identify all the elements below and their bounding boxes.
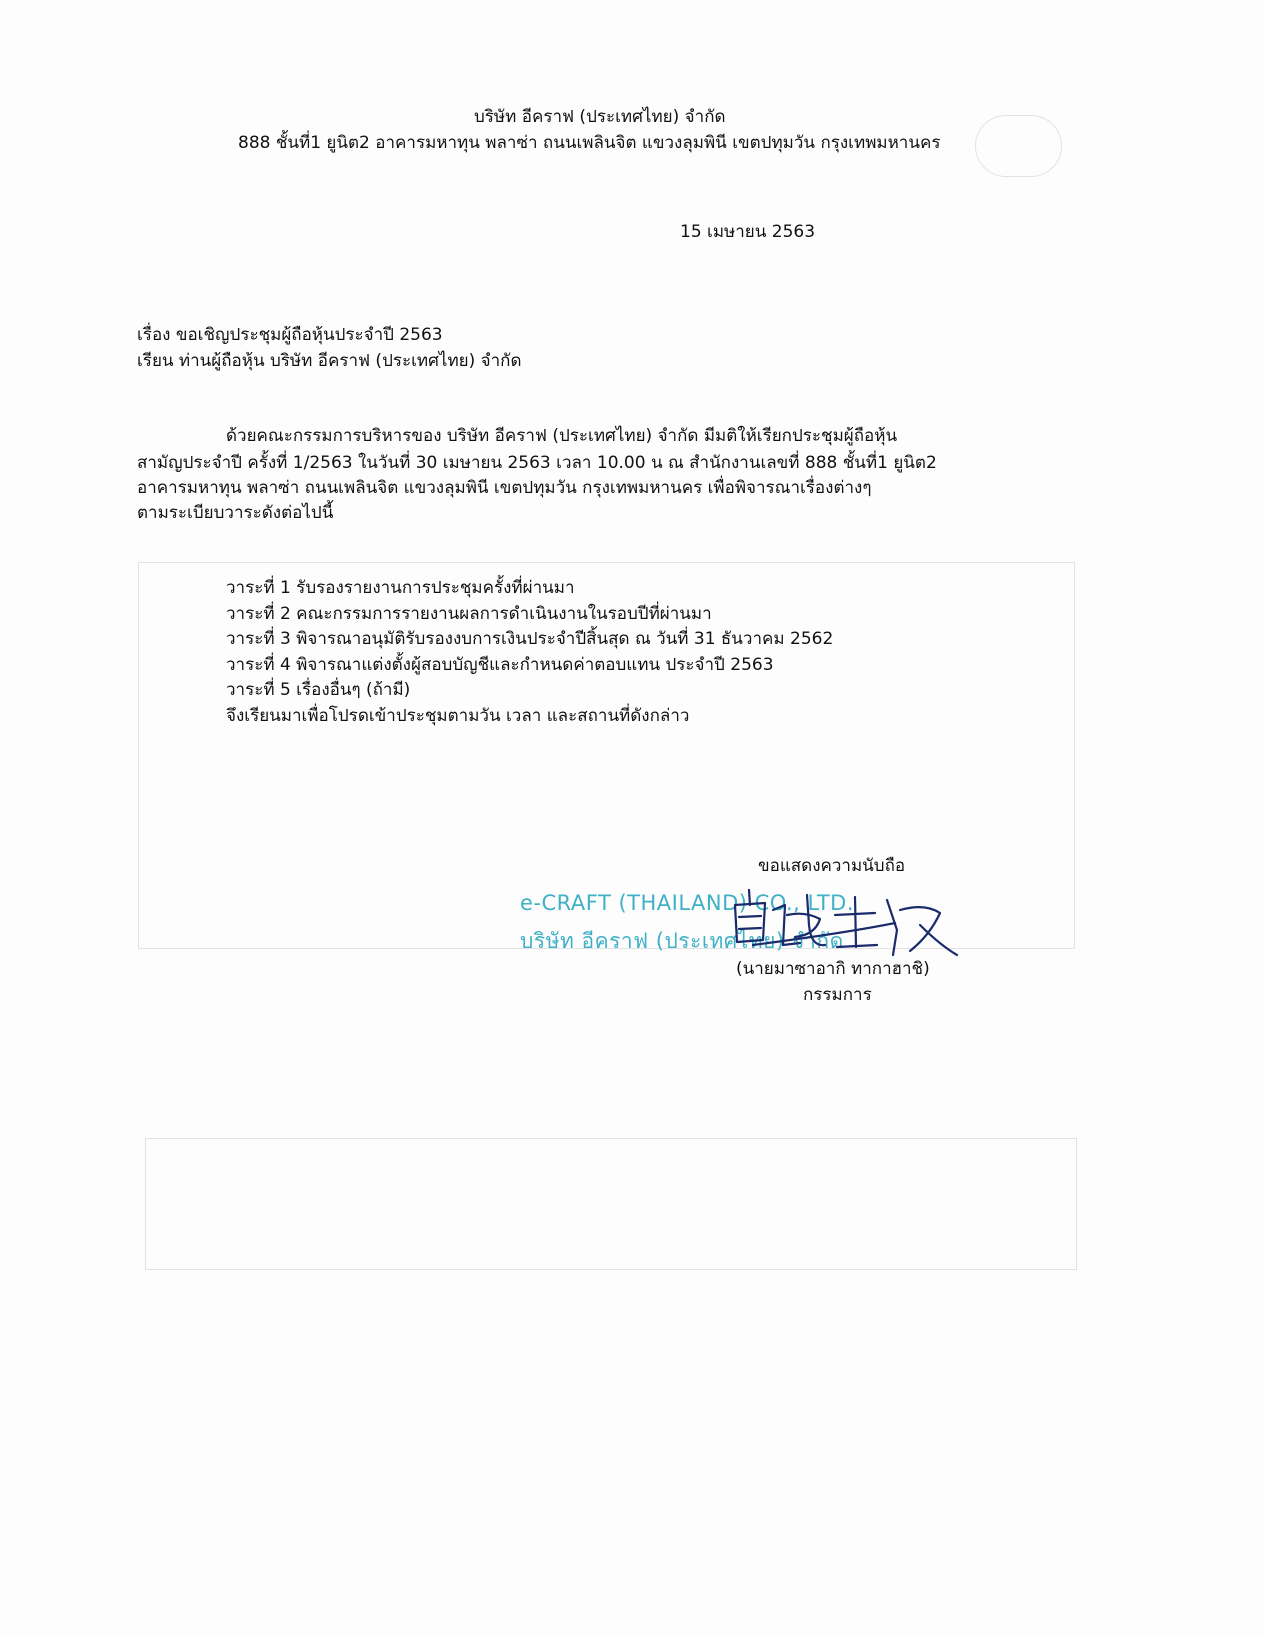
agenda-item-1: วาระที่ 1 รับรองรายงานการประชุมครั้งที่ผ่านมา bbox=[226, 578, 575, 598]
body-line-3: อาคารมหาทุน พลาซ่า ถนนเพลินจิต แขวงลุมพินี เขตปทุมวัน กรุงเทพมหานคร เพื่อพิจารณาเรื่องต่างๆ bbox=[137, 478, 872, 498]
body-line-2: สามัญประจำปี ครั้งที่ 1/2563 ในวันที่ 30 เมษายน 2563 เวลา 10.00 น ณ สำนักงานเลขที่ 888 ชั้นที่1 ยูนิต2 bbox=[137, 453, 937, 473]
closing-sentence: จึงเรียนมาเพื่อโปรดเข้าประชุมตามวัน เวลา และสถานที่ดังกล่าว bbox=[226, 706, 690, 726]
agenda-item-3: วาระที่ 3 พิจารณาอนุมัติรับรองงบการเงินประจำปีสิ้นสุด ณ วันที่ 31 ธันวาคม 2562 bbox=[226, 629, 834, 649]
company-stamp-en: e-CRAFT (THAILAND) CO., LTD. bbox=[520, 891, 854, 915]
sign-off: ขอแสดงความนับถือ bbox=[758, 856, 906, 876]
agenda-item-2: วาระที่ 2 คณะกรรมการรายงานผลการดำเนินงานในรอบปีที่ผ่านมา bbox=[226, 604, 712, 624]
letter-date: 15 เมษายน 2563 bbox=[680, 222, 816, 242]
company-name: บริษัท อีคราฟ (ประเทศไทย) จำกัด bbox=[474, 107, 726, 127]
handwritten-signature bbox=[725, 885, 965, 965]
agenda-item-5: วาระที่ 5 เรื่องอื่นๆ (ถ้ามี) bbox=[226, 680, 411, 700]
letter-subject: เรื่อง ขอเชิญประชุมผู้ถือหุ้นประจำปี 2563 bbox=[137, 325, 443, 345]
body-line-4: ตามระเบียบวาระดังต่อไปนี้ bbox=[137, 503, 334, 523]
signatory-title: กรรมการ bbox=[803, 985, 872, 1005]
body-line-1: ด้วยคณะกรรมการบริหารของ บริษัท อีคราฟ (ประเทศไทย) จำกัด มีมติให้เรียกประชุมผู้ถือหุ้น bbox=[226, 426, 898, 446]
company-address: 888 ชั้นที่1 ยูนิต2 อาคารมหาทุน พลาซ่า ถนนเพลินจิต แขวงลุมพินี เขตปทุมวัน กรุงเทพมหานคร bbox=[238, 133, 941, 153]
letter-recipient: เรียน ท่านผู้ถือหุ้น บริษัท อีคราฟ (ประเทศไทย) จำกัด bbox=[137, 351, 522, 371]
show-through-seal bbox=[975, 115, 1062, 177]
company-stamp-th: บริษัท อีคราฟ (ประเทศไทย) จำกัด bbox=[520, 929, 844, 953]
agenda-item-4: วาระที่ 4 พิจารณาแต่งตั้งผู้สอบบัญชีและกำหนดค่าตอบแทน ประจำปี 2563 bbox=[226, 655, 774, 675]
show-through-box bbox=[145, 1138, 1077, 1270]
signatory-name: (นายมาซาอากิ ทากาฮาชิ) bbox=[736, 959, 930, 979]
